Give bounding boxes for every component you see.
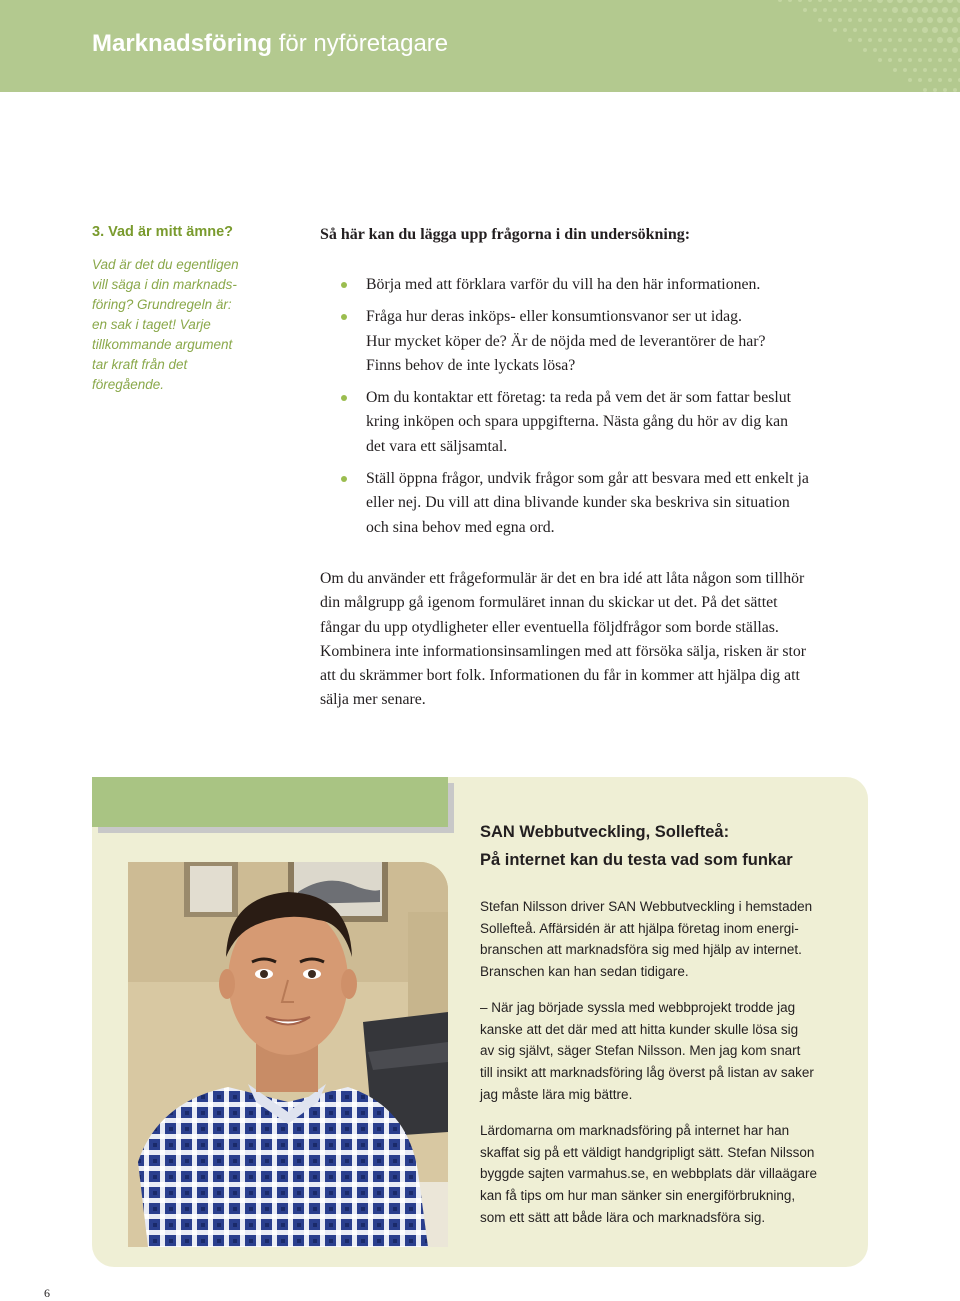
pattern-dot bbox=[863, 48, 867, 52]
pattern-dot bbox=[908, 58, 912, 62]
bullet-dot-icon bbox=[341, 282, 347, 288]
pattern-dot bbox=[902, 7, 908, 13]
sidebar-line: vill säga i din marknads- bbox=[92, 277, 237, 292]
pattern-dot bbox=[873, 8, 877, 12]
page-header bbox=[0, 0, 960, 92]
bullet-line: Finns behov de inte lyckats lösa? bbox=[366, 356, 576, 374]
bullet-line: och sina behov med egna ord. bbox=[366, 518, 555, 536]
pattern-dot bbox=[928, 38, 932, 42]
pattern-dot bbox=[893, 28, 897, 32]
sidebar-line: en sak i taget! Varje bbox=[92, 317, 211, 332]
pattern-dot bbox=[818, 18, 822, 22]
pattern-dot bbox=[952, 7, 958, 13]
main-paragraph bbox=[320, 567, 880, 713]
pattern-dot bbox=[937, 0, 943, 3]
sidebar-line: tar kraft från det bbox=[92, 357, 188, 372]
paragraph-line: din målgrupp gå igenom formuläret innan du skickar ut det. På det sättet bbox=[320, 594, 778, 612]
pattern-dot bbox=[843, 28, 847, 32]
case-study-heading bbox=[480, 818, 793, 874]
case-line: skaffat sig på ett väldigt handgripligt sätt. Stefan Nilsson bbox=[480, 1144, 815, 1160]
pattern-dot bbox=[798, 0, 802, 2]
bullet-dot-icon bbox=[341, 395, 347, 401]
sidebar-line: Vad är det du egentligen bbox=[92, 257, 239, 272]
portrait-illustration bbox=[128, 862, 448, 1247]
pattern-dot bbox=[843, 8, 847, 12]
pattern-dot bbox=[908, 78, 912, 82]
pattern-dot bbox=[833, 8, 837, 12]
pattern-dot bbox=[918, 58, 922, 62]
sidebar-line: föring? Grundregeln är: bbox=[92, 297, 232, 312]
pattern-dot bbox=[907, 0, 913, 3]
sidebar-line: föregående. bbox=[92, 377, 165, 392]
bullet-item bbox=[320, 305, 880, 378]
case-line: Stefan Nilsson driver SAN Webbutveckling i hemstaden bbox=[480, 899, 813, 914]
pattern-dot bbox=[888, 18, 892, 22]
pattern-dot bbox=[858, 38, 862, 42]
bullet-dot-icon bbox=[341, 476, 347, 482]
pattern-dot bbox=[923, 48, 927, 52]
pattern-dot bbox=[923, 68, 927, 72]
paragraph-line: att du skrämmer bort folk. Informationen du får in kommer att hjälpa dig att bbox=[320, 667, 800, 685]
pattern-dot bbox=[928, 58, 932, 62]
pattern-dot bbox=[858, 18, 862, 22]
pattern-dot bbox=[848, 38, 852, 42]
pattern-dot bbox=[853, 28, 857, 32]
pattern-dot bbox=[888, 58, 892, 62]
case-line: – När jag började syssla med webbprojekt trodde jag bbox=[480, 1000, 796, 1015]
pattern-dot bbox=[918, 78, 922, 82]
pattern-dot bbox=[803, 8, 807, 12]
pattern-dot bbox=[932, 7, 938, 13]
pattern-dot bbox=[947, 17, 953, 23]
pattern-dot bbox=[903, 28, 907, 32]
header-dot-pattern bbox=[660, 0, 960, 92]
pattern-dot bbox=[938, 58, 942, 62]
pattern-dot bbox=[853, 8, 857, 12]
pattern-dot bbox=[877, 0, 883, 3]
pattern-dot bbox=[947, 37, 953, 43]
case-line: Branschen kan han sedan tidigare. bbox=[480, 964, 689, 980]
bullet-dot-icon bbox=[341, 314, 347, 320]
bullet-list bbox=[320, 273, 880, 548]
pattern-dot bbox=[952, 47, 958, 53]
page-title bbox=[92, 30, 448, 58]
pattern-dot bbox=[838, 18, 842, 22]
sidebar-heading: 3. Vad är mitt ämne? bbox=[92, 224, 234, 240]
bullet-line: Om du kontaktar ett företag: ta reda på vem det är som fattar beslut bbox=[366, 389, 792, 407]
pattern-dot bbox=[903, 68, 907, 72]
page-title-rest: för nyföretagare bbox=[272, 30, 449, 57]
bullet-line: Ställ öppna frågor, undvik frågor som går att besvara med ett enkelt ja bbox=[366, 470, 809, 488]
pattern-dot bbox=[933, 48, 937, 52]
paragraph-line: fångar du upp otydligheter eller eventuella följdfrågor som borde ställas. bbox=[320, 618, 779, 636]
bullet-line: kring inköpen och spara uppgifterna. Nästa gång du hör av dig kan bbox=[366, 413, 789, 431]
case-study-conclusion bbox=[480, 1120, 850, 1229]
paragraph-line: Om du använder ett frågeformulär är det en bra idé att låta någon som tillhör bbox=[320, 570, 805, 587]
pattern-dot bbox=[927, 17, 933, 23]
bullet-line: Fråga hur deras inköps- eller konsumtionsvanor ser ut idag. bbox=[366, 308, 742, 326]
case-line: som ett sätt att både lära och marknadsföra sig. bbox=[480, 1209, 766, 1225]
pattern-dot bbox=[813, 8, 817, 12]
case-line: till insikt att marknadsföring låg överst på listan av saker bbox=[480, 1065, 814, 1081]
pattern-dot bbox=[952, 27, 958, 33]
pattern-dot bbox=[933, 68, 937, 72]
pattern-dot bbox=[937, 17, 943, 23]
pattern-dot bbox=[892, 7, 898, 13]
pattern-dot bbox=[922, 27, 928, 33]
case-line: Lärdomarna om marknadsföring på internet har han bbox=[480, 1123, 790, 1138]
bullet-line: Börja med att förklara varför du vill ha den här informationen. bbox=[366, 276, 761, 293]
pattern-dot bbox=[863, 8, 867, 12]
pattern-dot bbox=[858, 0, 862, 2]
pattern-dot bbox=[848, 0, 852, 2]
sidebar-line: tillkommande argument bbox=[92, 337, 233, 352]
pattern-dot bbox=[778, 0, 782, 2]
pattern-dot bbox=[903, 48, 907, 52]
pattern-dot bbox=[878, 38, 882, 42]
bullet-line: Hur mycket köper de? Är de nöjda med de leverantörer de har? bbox=[366, 332, 766, 350]
pattern-dot bbox=[918, 38, 922, 42]
pattern-dot bbox=[897, 0, 903, 3]
pattern-dot bbox=[808, 0, 812, 2]
pattern-dot bbox=[928, 78, 932, 82]
pattern-dot bbox=[953, 88, 957, 92]
pattern-dot bbox=[923, 88, 927, 92]
case-study-company: SAN Webbutveckling, Sollefteå: bbox=[480, 823, 730, 841]
pattern-dot bbox=[828, 0, 832, 2]
case-line: kan få tips om hur man sänker sin energiförbrukning, bbox=[480, 1188, 796, 1204]
pattern-dot bbox=[833, 28, 837, 32]
pattern-dot bbox=[868, 0, 872, 2]
pattern-dot bbox=[848, 18, 852, 22]
pattern-dot bbox=[942, 27, 948, 33]
pattern-dot bbox=[943, 88, 947, 92]
pattern-dot bbox=[868, 38, 872, 42]
case-study-tab bbox=[92, 777, 448, 827]
case-line: jag måste lära mig bättre. bbox=[480, 1086, 633, 1102]
pattern-dot bbox=[927, 0, 933, 3]
pattern-dot bbox=[878, 58, 882, 62]
pattern-dot bbox=[868, 18, 872, 22]
case-line: Sollefteå. Affärsidén är att hjälpa företag inom energi- bbox=[480, 920, 799, 936]
pattern-dot bbox=[908, 38, 912, 42]
pattern-dot bbox=[943, 68, 947, 72]
page-title-bold: Marknadsföring bbox=[92, 30, 273, 57]
pattern-dot bbox=[933, 88, 937, 92]
paragraph-line: Kombinera inte informationsinsamlingen med att försöka sälja, risken är stor bbox=[320, 642, 807, 660]
pattern-dot bbox=[917, 17, 923, 23]
pattern-dot bbox=[823, 8, 827, 12]
portrait-photo bbox=[128, 862, 448, 1247]
bullet-item bbox=[320, 467, 880, 540]
bullet-line: eller nej. Du vill att dina blivande kunder ska beskriva sin situation bbox=[366, 494, 790, 512]
pattern-dot bbox=[893, 68, 897, 72]
page-number: 6 bbox=[44, 1286, 50, 1300]
case-study-subtitle: På internet kan du testa vad som funkar bbox=[480, 851, 793, 869]
pattern-dot bbox=[883, 28, 887, 32]
pattern-dot bbox=[898, 18, 902, 22]
pattern-dot bbox=[828, 18, 832, 22]
pattern-dot bbox=[888, 38, 892, 42]
pattern-dot bbox=[873, 48, 877, 52]
pattern-dot bbox=[943, 48, 947, 52]
pattern-dot bbox=[887, 0, 893, 3]
pattern-dot bbox=[948, 58, 952, 62]
pattern-dot bbox=[913, 28, 917, 32]
case-line: kanske att det där med att hitta kunder skulle lösa sig bbox=[480, 1021, 799, 1037]
case-study-paragraph bbox=[480, 896, 850, 983]
case-line: branschen att marknadsföra sig med hjälp av internet. bbox=[480, 942, 802, 958]
pattern-dot bbox=[942, 7, 948, 13]
bullet-item bbox=[320, 273, 880, 297]
bullet-item bbox=[320, 386, 880, 459]
sidebar-text bbox=[92, 255, 262, 395]
pattern-dot bbox=[948, 78, 952, 82]
main-heading: Så här kan du lägga upp frågorna i din undersökning: bbox=[320, 226, 691, 243]
pattern-dot bbox=[917, 0, 923, 3]
case-study-quote bbox=[480, 997, 850, 1106]
bullet-line: det vara ett säljsamtal. bbox=[366, 437, 508, 455]
pattern-dot bbox=[907, 17, 913, 23]
pattern-dot bbox=[912, 7, 918, 13]
pattern-dot bbox=[878, 18, 882, 22]
pattern-dot bbox=[947, 0, 953, 3]
case-line: byggde sajten varmahus.se, en webbplats där villaägare bbox=[480, 1166, 817, 1182]
pattern-dot bbox=[937, 37, 943, 43]
pattern-dot bbox=[898, 38, 902, 42]
pattern-dot bbox=[893, 48, 897, 52]
pattern-dot bbox=[838, 0, 842, 2]
pattern-dot bbox=[873, 28, 877, 32]
pattern-dot bbox=[898, 58, 902, 62]
pattern-dot bbox=[818, 0, 822, 2]
paragraph-line: sälja mer senare. bbox=[320, 691, 426, 709]
pattern-dot bbox=[913, 48, 917, 52]
pattern-dot bbox=[788, 0, 792, 2]
pattern-dot bbox=[883, 8, 887, 12]
pattern-dot bbox=[913, 68, 917, 72]
pattern-dot bbox=[883, 48, 887, 52]
pattern-dot bbox=[938, 78, 942, 82]
pattern-dot bbox=[932, 27, 938, 33]
pattern-dot bbox=[922, 7, 928, 13]
pattern-dot bbox=[953, 68, 957, 72]
pattern-dot bbox=[863, 28, 867, 32]
case-line: av sig självt, säger Stefan Nilsson. Men jag kom snart bbox=[480, 1043, 801, 1059]
